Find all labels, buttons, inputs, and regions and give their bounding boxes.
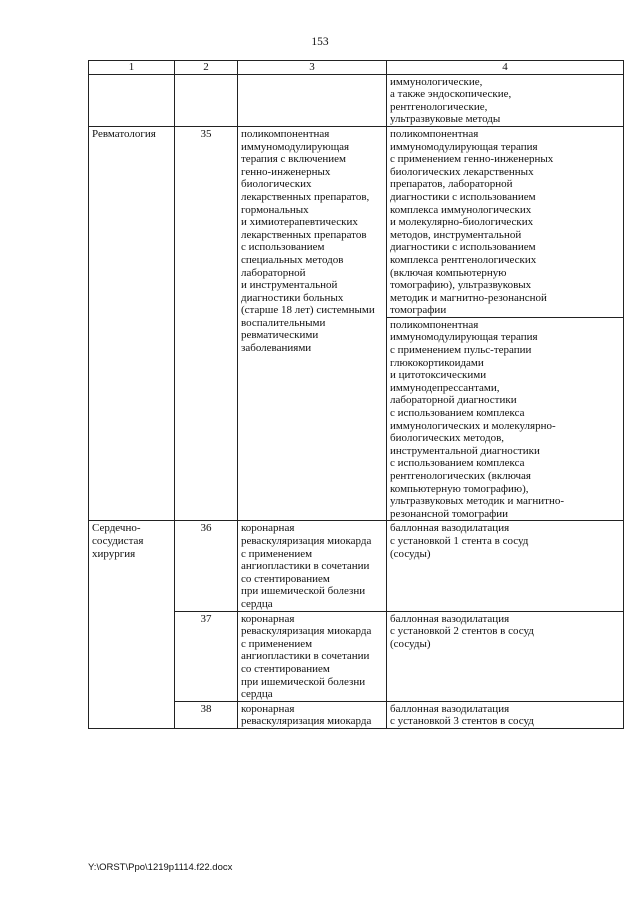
text-line: (старше 18 лет) системными [241, 304, 375, 317]
text-line: с применением [241, 637, 313, 650]
cell-empty [89, 74, 175, 126]
text-line: иммуномодулирующая терапия [390, 331, 538, 344]
text-line: баллонная вазодилатация [390, 522, 510, 535]
text-line: комплекса рентгенологических [390, 253, 537, 266]
text-line: ультразвуковых методик и магнитно- [390, 495, 565, 508]
text-line: биологических лекарственных [390, 165, 534, 178]
text-line: с установкой 2 стентов в сосуд [390, 625, 534, 638]
text-line: реваскуляризация миокарда [241, 715, 372, 728]
text-line: иммунологические, [390, 75, 483, 88]
text-line: терапия с включением [241, 153, 346, 166]
care-type-38 [238, 701, 387, 728]
text-line: специальных методов [241, 253, 344, 266]
text-line: реваскуляризация миокарда [241, 625, 372, 638]
text-line: биологических методов, [390, 432, 505, 445]
text-line: методов, инструментальной [390, 228, 522, 241]
row-number-35: 35 [175, 126, 238, 520]
text-line: и химиотерапевтических [241, 216, 358, 229]
text-line: методик и магнитно-резонансной [390, 291, 547, 304]
text-line: лабораторной [241, 266, 306, 279]
text-line: с использованием комплекса [390, 457, 525, 470]
text-line: заболеваниями [241, 342, 312, 355]
method-35b [387, 317, 624, 521]
text-line: рентгенологических (включая [390, 470, 531, 482]
text-line: компьютерную томографию), [390, 482, 529, 495]
text-line: с установкой 3 стентов в сосуд [390, 715, 534, 728]
table-header-row [89, 61, 624, 75]
cell-empty [238, 74, 387, 126]
text-line: рентгенологические, [390, 100, 488, 113]
text-line: иммуномодулирующая терапия [390, 140, 538, 153]
row-number-38: 38 [175, 701, 238, 728]
cell-empty [175, 74, 238, 126]
text-line: препаратов, лабораторной [390, 178, 513, 191]
text-line: диагностики больных [241, 291, 344, 304]
text-line: при ишемической болезни [241, 585, 366, 598]
text-line: ультразвуковые методы [390, 113, 501, 126]
file-path-footer: Y:\ORST\Ppo\1219p1114.f22.docx [88, 862, 233, 873]
text-line: Сердечно- [92, 522, 141, 535]
method-35a [387, 126, 624, 317]
text-line: баллонная вазодилатация [390, 612, 510, 625]
text-line: ангиопластики в сочетании [241, 560, 370, 573]
specialty-cardiovascular-surgery [89, 521, 175, 729]
text-line: ревматическими [241, 329, 319, 342]
text-line: и инструментальной [241, 279, 338, 292]
method-37 [387, 611, 624, 701]
procedures-table [88, 60, 624, 729]
text-line: генно-инженерных [241, 165, 331, 178]
text-line: сердца [241, 688, 273, 701]
text-line: томографию), ультразвуковых [390, 279, 532, 292]
text-line: (включая компьютерную [390, 266, 507, 279]
text-line: биологических [241, 178, 312, 191]
text-line: иммуномодулирующая [241, 140, 350, 153]
text-line: диагностики с использованием [390, 190, 536, 203]
text-line: (сосуды) [390, 547, 431, 560]
header-col-1: 1 [89, 61, 175, 75]
text-line: ангиопластики в сочетании [241, 650, 370, 663]
text-line: с установкой 1 стента в сосуд [390, 534, 529, 547]
text-line: гормональных [241, 203, 309, 216]
text-line: инструментальной диагностики [390, 444, 540, 457]
method-36 [387, 521, 624, 611]
text-line: и молекулярно-биологических [390, 216, 534, 229]
text-line: при ишемической болезни [241, 675, 366, 688]
text-line: с применением [241, 547, 313, 560]
text-line: с использованием комплекса [390, 407, 525, 420]
header-col-2: 2 [175, 61, 238, 75]
method-38 [387, 701, 624, 728]
text-line: с применением пульс-терапии [390, 344, 532, 357]
row-number-36: 36 [175, 521, 238, 611]
page-number: 153 [311, 36, 329, 48]
text-line: со стентированием [241, 662, 330, 675]
text-line: коронарная [241, 612, 295, 625]
text-line: сердца [241, 597, 273, 610]
header-col-3: 3 [238, 61, 387, 75]
text-line: сосудистая [92, 534, 144, 547]
text-line: со стентированием [241, 572, 330, 585]
text-line: с применением генно-инженерных [390, 153, 554, 166]
text-line: с использованием [241, 241, 325, 254]
care-type-36 [238, 521, 387, 611]
text-line: поликомпонентная [390, 318, 479, 331]
text-line: коронарная [241, 702, 295, 715]
text-line: поликомпонентная [241, 127, 330, 140]
table-row-35a [89, 126, 624, 317]
continuation-methods-cell [387, 74, 624, 126]
text-line: воспалительными [241, 316, 326, 329]
text-line: комплекса иммунологических [390, 203, 532, 216]
text-line: иммунодепрессантами, [390, 381, 500, 394]
header-col-4: 4 [387, 61, 624, 75]
text-line: хирургия [92, 547, 136, 560]
text-line: баллонная вазодилатация [390, 702, 510, 715]
text-line: реваскуляризация миокарда [241, 534, 372, 547]
continuation-row [89, 74, 624, 126]
text-line: Ревматология [92, 127, 156, 140]
text-line: иммунологических и молекулярно- [390, 419, 556, 432]
text-line: коронарная [241, 522, 295, 535]
text-line: (сосуды) [390, 637, 431, 650]
care-type-37 [238, 611, 387, 701]
specialty-rheumatology [89, 126, 175, 520]
text-line: лекарственных препаратов, [241, 190, 370, 203]
text-line: резонансной томографии [390, 507, 509, 520]
text-line: томографии [390, 304, 447, 317]
care-type-35 [238, 126, 387, 520]
row-number-37: 37 [175, 611, 238, 701]
text-line: и цитотоксическими [390, 369, 487, 382]
text-line: диагностики с использованием [390, 241, 536, 254]
text-line: лабораторной диагностики [390, 394, 517, 407]
text-line: поликомпонентная [390, 127, 479, 140]
text-line: глюкокортикоидами [390, 356, 484, 369]
table-row-36 [89, 521, 624, 611]
text-line: а также эндоскопические, [390, 88, 512, 101]
text-line: лекарственных препаратов [241, 228, 367, 241]
